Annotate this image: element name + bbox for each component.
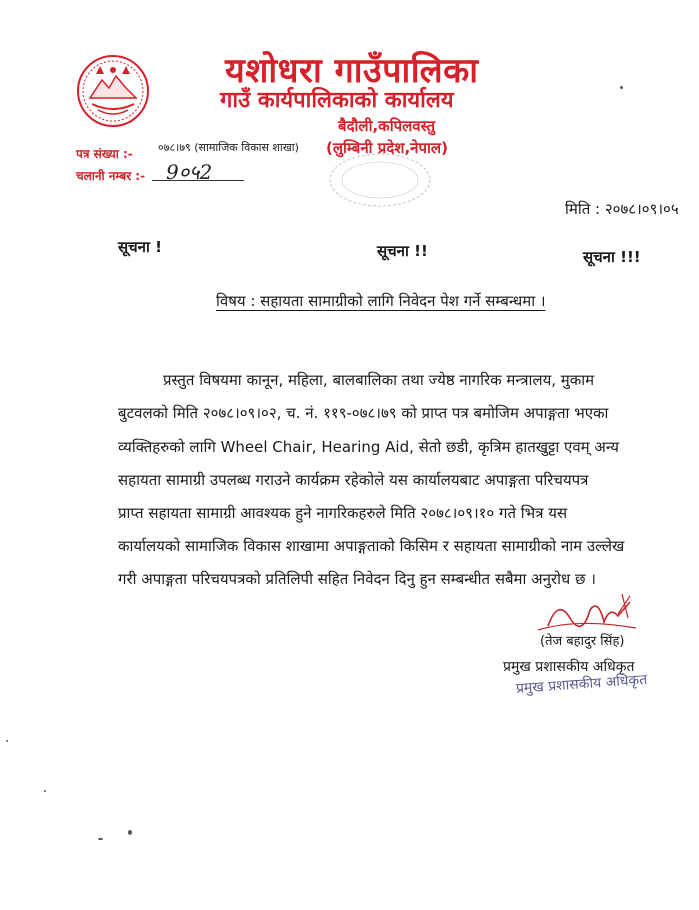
body-line-3: व्यक्तिहरुको लागि Wheel Chair, Hearing Aid, सेतो छडी, कृत्रिम हातखुट्टा एवम् अन्य — [118, 438, 620, 456]
office-location: बैदौली,कपिलवस्तु — [338, 117, 435, 135]
scan-speck — [128, 830, 132, 835]
signer-title: प्रमुख प्रशासकीय अधिकृत — [503, 659, 635, 675]
office-province: (लुम्बिनी प्रदेश,नेपाल) — [326, 139, 448, 157]
scan-speck — [620, 86, 623, 89]
office-seal-stamp — [325, 150, 435, 210]
signature-mark — [518, 588, 648, 636]
office-title: यशोधरा गाउँपालिका — [225, 51, 479, 91]
letter-date: मिति : २०७८।०९।०५ — [565, 200, 679, 218]
dispatch-number-label: चलानी नम्बर :- — [76, 169, 146, 183]
body-line-2: बुटवलको मिति २०७८।०९।०२, च. नं. ११९-०७८।७९ को प्राप्त पत्र बमोजिम अपाङ्गता भएका — [118, 404, 609, 422]
notice-heading-1: सूचना ! — [118, 238, 162, 256]
body-line-7: गरी अपाङ्गता परिचयपत्रको प्रतिलिपी सहित निवेदन दिनु हुन सम्बन्धीत सबैमा अनुरोध छ । — [118, 570, 596, 588]
scan-speck — [44, 790, 46, 792]
dispatch-number-underline — [152, 180, 244, 181]
notice-heading-2: सूचना !! — [377, 242, 428, 260]
body-line-4: सहायता सामाग्री उपलब्ध गराउने कार्यक्रम रहेकोले यस कार्यालयबाट अपाङ्गता परिचयपत्र — [118, 471, 589, 489]
body-line-1: प्रस्तुत विषयमा कानून, महिला, बालबालिका तथा ज्येष्ठ नागरिक मन्त्रालय, मुकाम — [163, 371, 595, 389]
notice-heading-3: सूचना !!! — [583, 248, 641, 266]
emblem-icon — [76, 54, 150, 128]
letter-number-value: ०७८।७९ (सामाजिक विकास शाखा) — [158, 141, 299, 154]
letter-subject: विषय : सहायता सामाग्रीको लागि निवेदन पेश गर्ने सम्बन्धमा । — [216, 292, 546, 310]
body-line-6: कार्यालयको सामाजिक विकास शाखामा अपाङ्गताको किसिम र सहायता सामाग्रीको नाम उल्लेख — [118, 537, 625, 555]
office-subtitle: गाउँ कार्यपालिकाको कार्यालय — [220, 88, 454, 113]
signer-name: (तेज बहादुर सिंह) — [540, 634, 625, 649]
dispatch-number-value: 9०५2 — [166, 160, 213, 184]
scan-speck — [98, 838, 103, 840]
designation-stamp: प्रमुख प्रशासकीय अधिकृत — [515, 671, 648, 697]
letter-number-label: पत्र संख्या :- — [76, 147, 133, 161]
body-line-5: प्राप्त सहायता सामाग्री आवश्यक हुने नागरिकहरुले मिति २०७८।०९।१० गते भित्र यस — [118, 504, 568, 522]
scan-speck — [6, 740, 8, 742]
